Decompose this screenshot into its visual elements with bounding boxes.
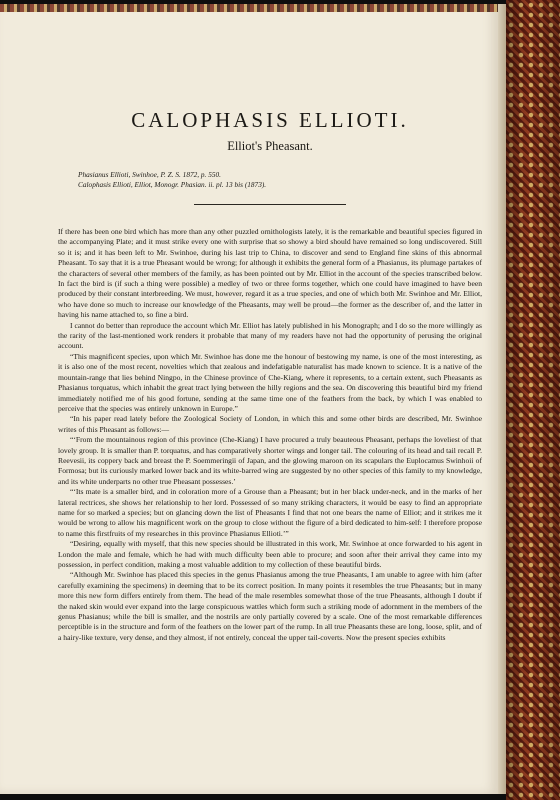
paragraph: “Desiring, equally with myself, that this new species should be illustrated in this work, Mr. Swinhoe at once forwarded to his agent in London the male and female, which he had with much difficulty been able to procure; and soon after their arrival they came into my possession, in perfect condition, making a most valuable addition to my collection of these beautiful birds.: [58, 539, 482, 569]
top-ribbon-decoration: [0, 4, 498, 12]
article-body: [58, 227, 482, 643]
paragraph: “‘Its mate is a smaller bird, and in coloration more of a Grouse than a Pheasant; but in her black under-neck, and in the marks of her lateral rectrices, she shows her relationship to her lord. Possessed of so many striking characters, it would be easy to find an appropriate name for so marked a species; but on glancing down the list of Pheasants I find that not one bears the name of Elliot; and it strikes me it would be wrong to allow his magnificent work on the group to close without the figure of a bird dedicated to him-self: I therefore propose to name this firstfruits of my researches in this province Phasianus Ellioti.’”: [58, 487, 482, 538]
divider-rule: [194, 204, 346, 205]
references: [58, 170, 482, 190]
paragraph: I cannot do better than reproduce the account which Mr. Elliot has lately published in his Monograph; and I do so the more willingly as the rarity of the last-mentioned work renders it probable that many of my readers have not had the opportunity of perusing the original account.: [58, 320, 482, 351]
species-title: CALOPHASIS ELLIOTI.: [131, 108, 409, 132]
paragraph: “‘From the mountainous region of this province (Che-Kiang) I have procured a truly beauteous Pheasant, perhaps the loveliest of that lovely group. It is smaller than P. torquatus, and has comparatively shorter wings and longer tail. The colouring of its head and tail recall P. Reevesii, its coppery back and breast the P. Soemmeringii of Japan, and the glowing maroon on its scapulars the Euplocamus Swinhoii of Formosa; but its curiously marked lower back and its white-barred wing are suggested by no other species of this family to my knowledge, and its white underparts no other true Pheasant possesses.’: [58, 435, 482, 486]
reference-line: Calophasis Ellioti, Elliot, Monogr. Phasian. ii. pl. 13 bis (1873).: [78, 180, 267, 189]
paragraph: If there has been one bird which has more than any other puzzled ornithologists lately, it is the remarkable and beautiful species figured in the accompanying Plate; and it must strike every one with surprise that so showy a bird should have remained so long undiscovered. Still so it is; and it has been left to Mr. Swinhoe, during his last trip to China, to discover and send to England fine skins of this abnormal Pheasant. To say that it is a true Pheasant would be wrong; for although it exhibits the general form of a Phasianus, its plumage partakes of the characters of several other members of the family, as has been pointed out by Mr. Elliot in the account of the species transcribed below. In fact the bird is (if such a thing were possible) a medley of two or three forms together, which one could have imagined to have been produced by their constant interbreeding. We must, however, regard it as a true species, and one of which both Mr. Swinhoe and Mr. Elliot, who have done so much to increase our knowledge of the Pheasants, may well be proud—the former as the describer of, and the latter in having his name attached to, so fine a bird.: [58, 227, 482, 320]
common-name: Elliot's Pheasant.: [227, 139, 313, 153]
page-content: [58, 108, 482, 643]
reference-line: Phasianus Ellioti, Swinhoe, P. Z. S. 1872, p. 550.: [78, 170, 221, 179]
page-edge: [498, 4, 506, 794]
paragraph: “This magnificent species, upon which Mr. Swinhoe has done me the honour of bestowing my name, is one of the most interesting, as it is also one of the most recent, novelties which that zealous and indefatigable naturalist has made known to science. It is a native of the mountain-range that lies behind Ningpo, in the Chinese province of Che-Kiang, where it represents, to a certain extent, such Pheasants as Phasianus torquatus, which inhabit the great tract lying between the hilly regions and the sea. On discovering this beautiful bird my friend immediately notified me of his good fortune, sending at the same time one of the feathers from the back, by which I was enabled to perceive that the species was entirely unknown in Europe.”: [58, 351, 482, 413]
cover-shading: [506, 0, 560, 800]
paragraph: “Although Mr. Swinhoe has placed this species in the genus Phasianus among the true Pheasants, I am unable to agree with him (after carefully examining the specimens) in deeming that to be its correct position. In many points it resembles the true Pheasants; but in many more this new form differs entirely from them. The head of the male resembles somewhat those of the true Pheasants, although I doubt if the naked skin would ever expand into the large conspicuous wattles which form such a striking mode of adornment in the members of the genus Phasianus; while the bill is smaller, and the nostrils are only partially covered by a scale. One of the most remarkable differences perceptible is in the structure and form of the feathers on the lower part of the rump. In all true Pheasants these are long, loose, split, and of a hairy-like texture, very dense, and they almost, if not entirely, conceal the upper tail-coverts. Now the present species exhibits: [58, 570, 482, 642]
paragraph: “In his paper read lately before the Zoological Society of London, in which this and some other birds are described, Mr. Swinhoe writes of this Pheasant as follows:—: [58, 414, 482, 434]
